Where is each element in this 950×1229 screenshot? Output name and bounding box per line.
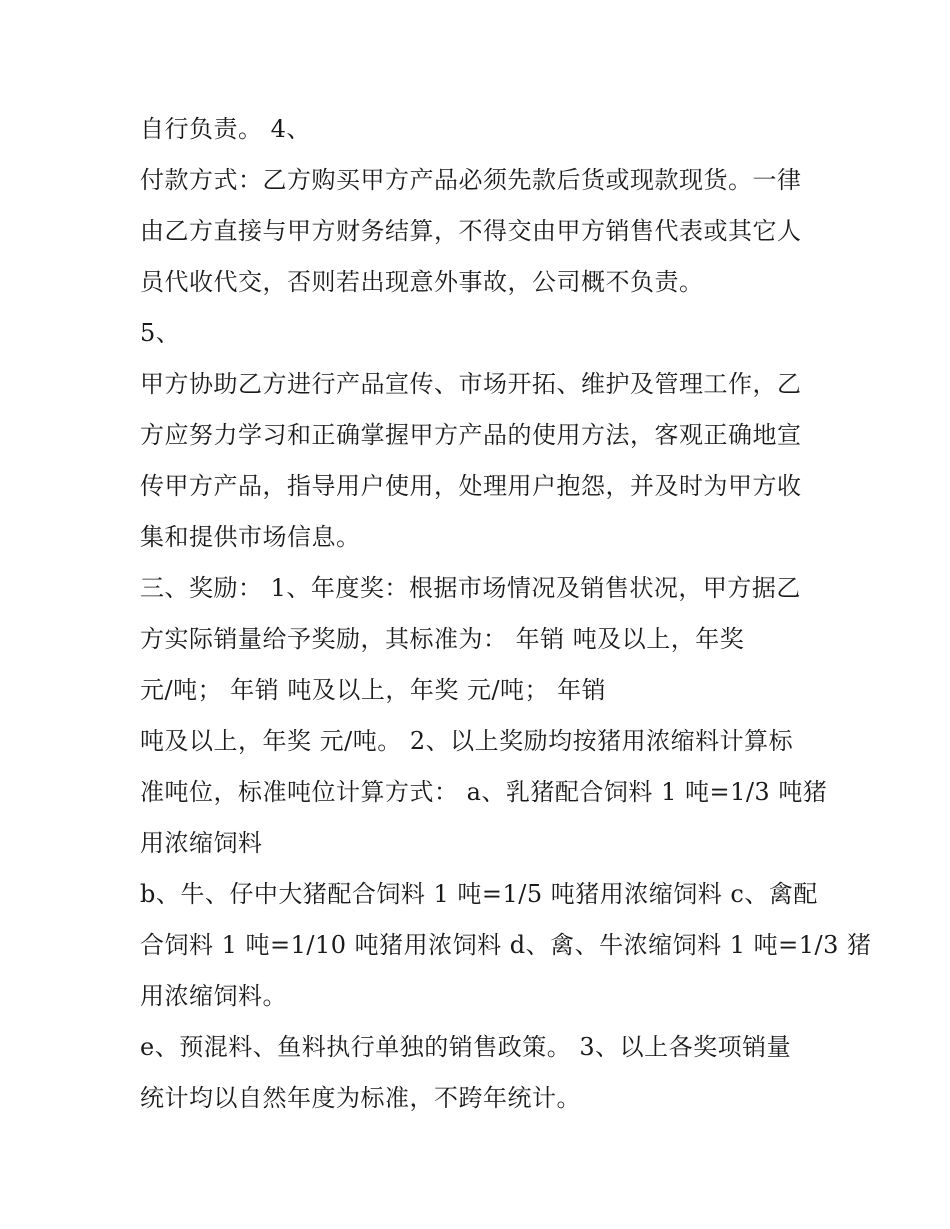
document-body xyxy=(140,108,872,1128)
text-line: 自行负责。 4、 xyxy=(140,115,311,143)
text-line: 合饲料 1 吨=1/10 吨猪用浓饲料 d、禽、牛浓缩饲料 1 吨=1/3 猪 xyxy=(140,931,872,959)
text-line: 吨及以上，年奖 元/吨。 2、以上奖励均按猪用浓缩料计算标 xyxy=(140,727,794,755)
text-line: 员代收代交，否则若出现意外事故，公司概不负责。 xyxy=(140,268,704,296)
text-line: 用浓缩饲料。 xyxy=(140,982,287,1010)
text-line: 准吨位，标准吨位计算方式： a、乳猪配合饲料 1 吨=1/3 吨猪 xyxy=(140,778,828,806)
text-line: 三、奖励： 1、年度奖：根据市场情况及销售状况，甲方据乙 xyxy=(140,574,801,602)
text-line: 统计均以自然年度为标准，不跨年统计。 xyxy=(140,1084,581,1112)
text-line: e、预混料、鱼料执行单独的销售政策。 3、以上各奖项销量 xyxy=(140,1033,792,1061)
text-line: 集和提供市场信息。 xyxy=(140,523,361,551)
text-line: 5、 xyxy=(140,319,181,347)
text-line: b、牛、仔中大猪配合饲料 1 吨=1/5 吨猪用浓缩饲料 c、禽配 xyxy=(140,880,818,908)
text-line: 方实际销量给予奖励，其标准为： 年销 吨及以上，年奖 xyxy=(140,625,745,653)
text-line: 付款方式：乙方购买甲方产品必须先款后货或现款现货。一律 xyxy=(140,166,802,194)
text-line: 方应努力学习和正确掌握甲方产品的使用方法，客观正确地宣 xyxy=(140,421,802,449)
text-line: 甲方协助乙方进行产品宣传、市场开拓、维护及管理工作，乙 xyxy=(140,370,802,398)
text-line: 由乙方直接与甲方财务结算，不得交由甲方销售代表或其它人 xyxy=(140,217,802,245)
text-line: 元/吨； 年销 吨及以上，年奖 元/吨； 年销 xyxy=(140,676,607,704)
text-line: 传甲方产品，指导用户使用，处理用户抱怨，并及时为甲方收 xyxy=(140,472,802,500)
text-line: 用浓缩饲料 xyxy=(140,829,263,857)
